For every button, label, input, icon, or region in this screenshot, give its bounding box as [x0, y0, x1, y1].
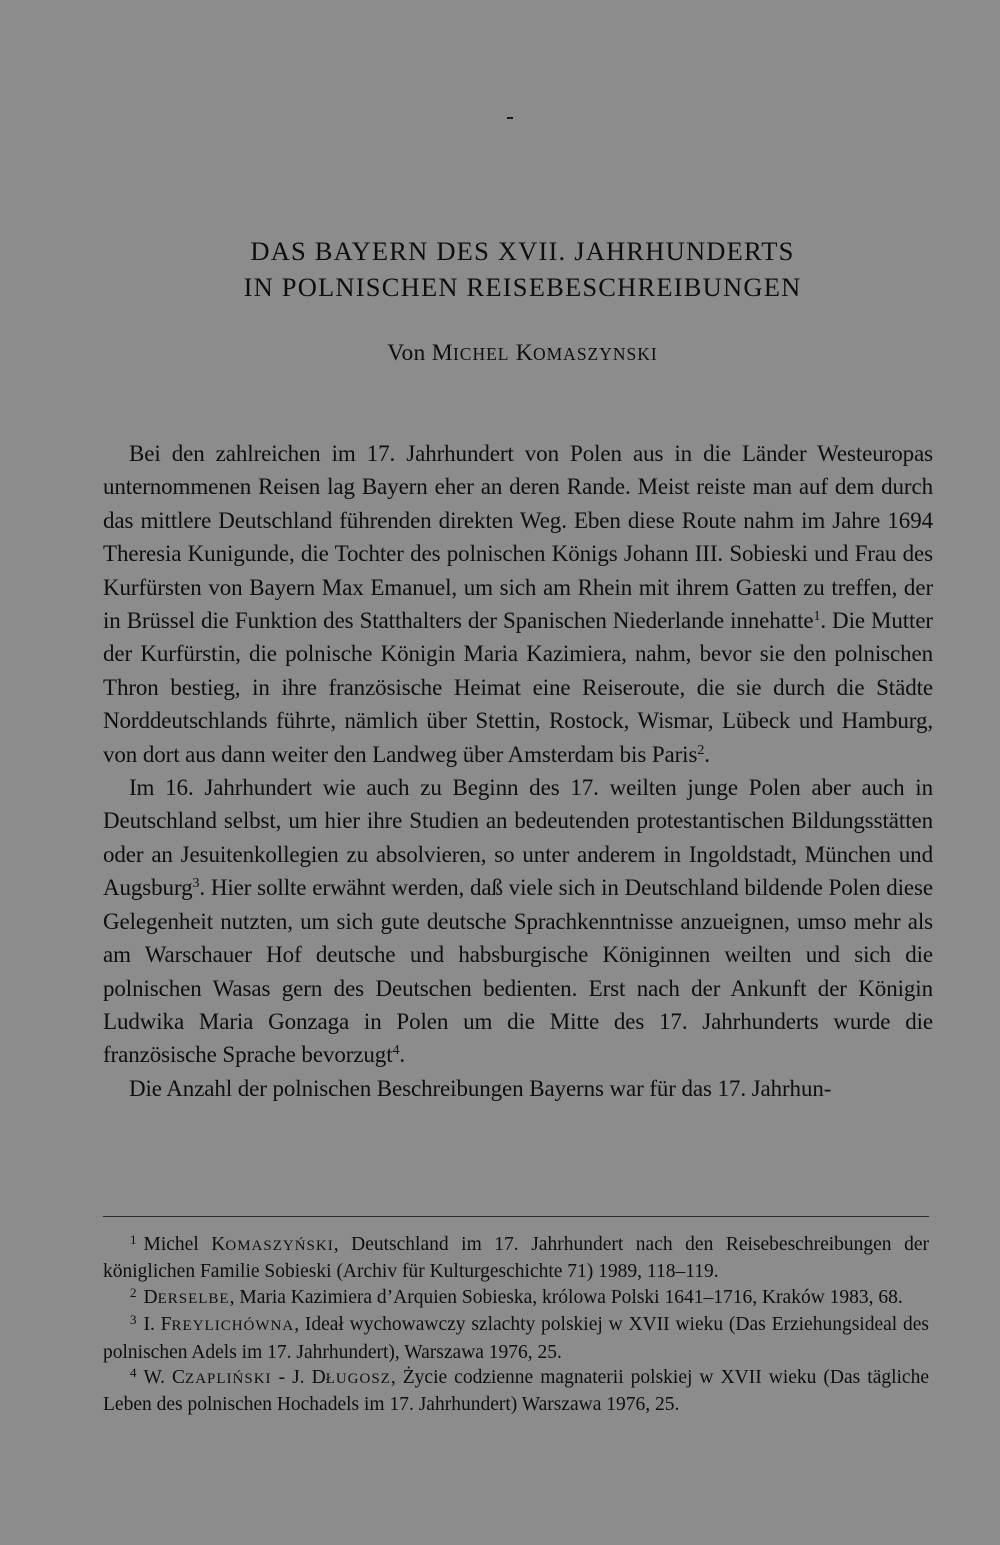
footnote-4: [103, 1365, 929, 1418]
paragraph-2-text-c: .: [399, 1042, 406, 1068]
paragraph-2: [103, 771, 933, 1072]
byline-last-name-rest: OMASZYNSKI: [532, 344, 658, 364]
footnote-text: , Maria Kazimiera d’Arquien Sobieska, królowa Polski 1641–1716, Kraków 1983, 68.: [229, 1286, 903, 1308]
footnote-ref-3: 3: [192, 876, 200, 892]
paragraph-1-text-a: Bei den zahlreichen im 17. Jahrhundert von Polen aus in die Länder Westeuropas unternommenen Reisen lag Bayern eher an deren Rande. Meist reiste man auf dem durch das mittlere Deutschland führenden direkten Weg. Eben diese Route nahm im Jahre 1694 Theresia Kunigunde, die Tochter des polnischen Königs Johann III. Sobieski und Frau des Kurfürsten von Bayern Max Emanuel, um sich am Rhein mit ihrem Gatten zu treffen, der in Brüssel die Funktion des Statthalters der Spanischen Niederlande innehatte: [103, 441, 933, 634]
footnote-author-smallcaps: ERSELBE: [157, 1290, 230, 1307]
footnote-number: 2: [130, 1284, 137, 1300]
byline-prefix: Von M: [387, 340, 453, 366]
footnote-author: I. F: [143, 1314, 172, 1336]
print-speck: [507, 117, 513, 119]
footnote-number: 1: [130, 1232, 137, 1247]
footnote-text: , Ideał wychowawczy szlachty polskiej w XVII wieku (Das Erziehungsideal des polnischen Adels im 17. Jahrhundert), Warszawa 1976, 25.: [103, 1314, 929, 1363]
footnote-author-smallcaps: REYLICHÓWNA: [171, 1318, 295, 1335]
footnote-author-smallcaps: ZAPLIŃSKI: [185, 1371, 272, 1388]
footnote-ref-1: 1: [813, 609, 821, 625]
byline-first-name-rest: ICHEL: [452, 344, 510, 364]
footnote-author: D: [143, 1286, 158, 1308]
footnote-author: W. C: [143, 1367, 186, 1389]
body-text: [103, 437, 933, 1105]
footnote-text: , Deutschland im 17. Jahrhundert nach den Reisebeschreibungen der königlichen Familie Sobieski (Archiv für Kulturgeschichte 71) 1989, 118–119.: [103, 1234, 929, 1283]
footnote-text: , Życie codzienne magnaterii polskiej w XVII wieku (Das tägliche Leben des polnischen Hochadels im 17. Jahrhundert) Warszawa 1976, 25.: [103, 1367, 929, 1416]
footnote-author: Michel K: [143, 1234, 226, 1255]
paragraph-2-text-a: Im 16. Jahrhundert wie auch zu Beginn des 17. weilten junge Polen aber auch in Deutschland selbst, um hier ihre Studien an bedeutenden protestantischen Bildungsstätten oder an Jesuitenkollegien zu absolvieren, so unter anderem in Ingoldstadt, München und Augsburg: [103, 775, 933, 901]
footnote-divider: [103, 1216, 929, 1217]
footnote-number: 4: [130, 1365, 137, 1381]
footnote-number: 3: [130, 1312, 137, 1328]
footnote-3: [103, 1312, 929, 1365]
footnote-ref-2: 2: [697, 742, 705, 758]
byline-last-initial: K: [515, 340, 533, 366]
paragraph-1: [103, 437, 933, 771]
title-line-2: IN POLNISCHEN REISEBESCHREIBUNGEN: [243, 272, 802, 302]
footnote-coauthor-smallcaps: ŁUGOSZ: [325, 1371, 391, 1388]
footnotes: [103, 1232, 929, 1418]
footnote-coauthor: - J. D: [271, 1367, 326, 1389]
footnote-1: [103, 1232, 929, 1285]
footnote-author-smallcaps: OMASZYŃSKI: [225, 1238, 334, 1254]
title-line-1: DAS BAYERN DES XVII. JAHRHUNDERTS: [250, 236, 795, 266]
paragraph-3: Die Anzahl der polnischen Beschreibungen Bayerns war für das 17. Jahrhun-: [129, 1075, 832, 1101]
footnote-ref-4: 4: [392, 1043, 400, 1059]
paragraph-1-text-b: . Die Mutter der Kurfürstin, die polnische Königin Maria Kazimiera, nahm, bevor sie den polnischen Thron bestieg, in ihre französische Heimat eine Reiseroute, die sie durch die Städte Norddeutschlands führte, nämlich über Stettin, Rostock, Wismar, Lübeck und Hamburg, von dort aus dann weiter den Landweg über Amsterdam bis Paris: [103, 608, 933, 767]
author-byline: [100, 340, 945, 367]
paragraph-2-text-b: . Hier sollte erwähnt werden, daß viele sich in Deutschland bildende Polen diese Gelegenheit nutzten, um sich gute deutsche Sprachkenntnisse anzueignen, umso mehr als am Warschauer Hof deutsche und habsburgische Königinnen weilten und sich die polnischen Wasas gern des Deutschen bedienten. Erst nach der Ankunft der Königin Ludwika Maria Gonzaga in Polen um die Mitte des 17. Jahrhunderts wurde die französische Sprache bevorzugt: [103, 875, 933, 1068]
paragraph-1-text-c: .: [704, 741, 710, 767]
footnote-2: [103, 1285, 929, 1312]
